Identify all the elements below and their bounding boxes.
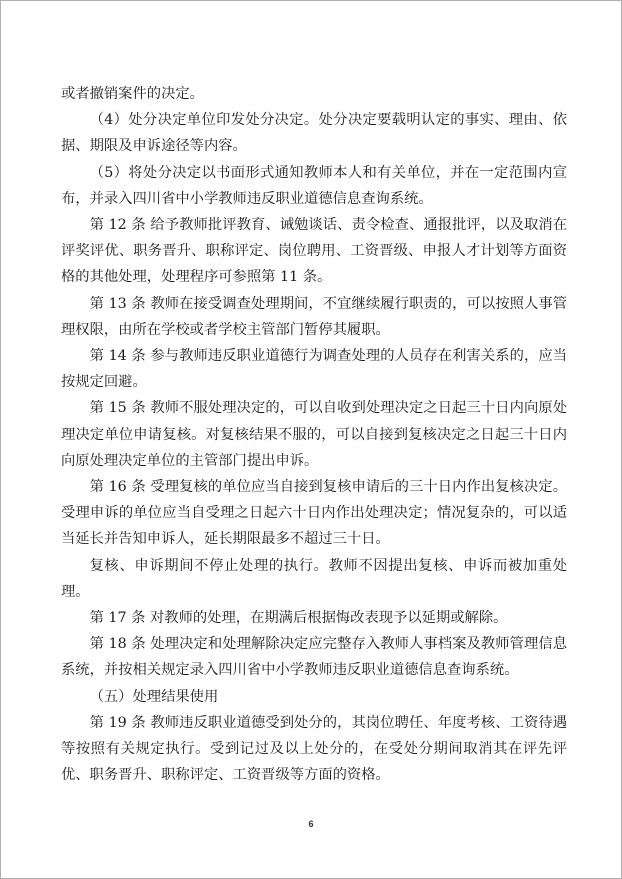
section-heading-results-use: （五）处理结果使用	[89, 688, 219, 705]
article-12: 第 12 条 给予教师批评教育、诫勉谈话、责令检查、通报批评，以及取消在评奖评优、职务晋升、职称评定、岗位聘用、工资晋级、申报人才计划等方面资格的其他处理，处理程序可参照第 11 条。	[61, 217, 567, 286]
article-13: 第 13 条 教师在接受调查处理期间，不宜继续履行职责的，可以按照人事管理权限，由所在学校或者学校主管部门暂停其履职。	[61, 295, 567, 338]
article-17: 第 17 条 对教师的处理，在期满后根据悔改表现予以延期或解除。	[89, 610, 508, 627]
document-body	[61, 81, 567, 788]
article-18: 第 18 条 处理决定和处理解除决定应完整存入教师人事档案及教师管理信息系统，并按相关规定录入四川省中小学教师违反职业道德信息查询系统。	[61, 636, 567, 679]
article-14: 第 14 条 参与教师违反职业道德行为调查处理的人员存在利害关系的，应当按规定回避。	[61, 348, 567, 391]
article-15: 第 15 条 教师不服处理决定的，可以自收到处理决定之日起三十日内向原处理决定单位申请复核。对复核结果不服的，可以自接到复核决定之日起三十日内向原处理决定单位的主管部门提出申诉。	[61, 400, 567, 469]
article-16-continuation: 复核、申诉期间不停止处理的执行。教师不因提出复核、申诉而被加重处理。	[61, 557, 567, 600]
paragraph-item-5: （5）将处分决定以书面形式通知教师本人和有关单位，并在一定范围内宣布，并录入四川省中小学教师违反职业道德信息查询系统。	[61, 164, 567, 207]
paragraph-item-4: （4）处分决定单位印发处分决定。处分决定要载明认定的事实、理由、依据、期限及申诉途径等内容。	[61, 112, 567, 155]
article-19: 第 19 条 教师违反职业道德受到处分的，其岗位聘任、年度考核、工资待遇等按照有关规定执行。受到记过及以上处分的，在受处分期间取消其在评先评优、职务晋升、职称评定、工资晋级等方面的资格。	[61, 714, 567, 784]
article-16: 第 16 条 受理复核的单位应当自接到复核申请后的三十日内作出复核决定。受理申诉的单位应当自受理之日起六十日内作出处理决定；情况复杂的，可以适当延长并告知申诉人，延长期限最多不超过三十日。	[61, 479, 567, 548]
paragraph-continuation: 或者撤销案件的决定。	[61, 86, 204, 102]
page-number: 6	[308, 819, 314, 829]
